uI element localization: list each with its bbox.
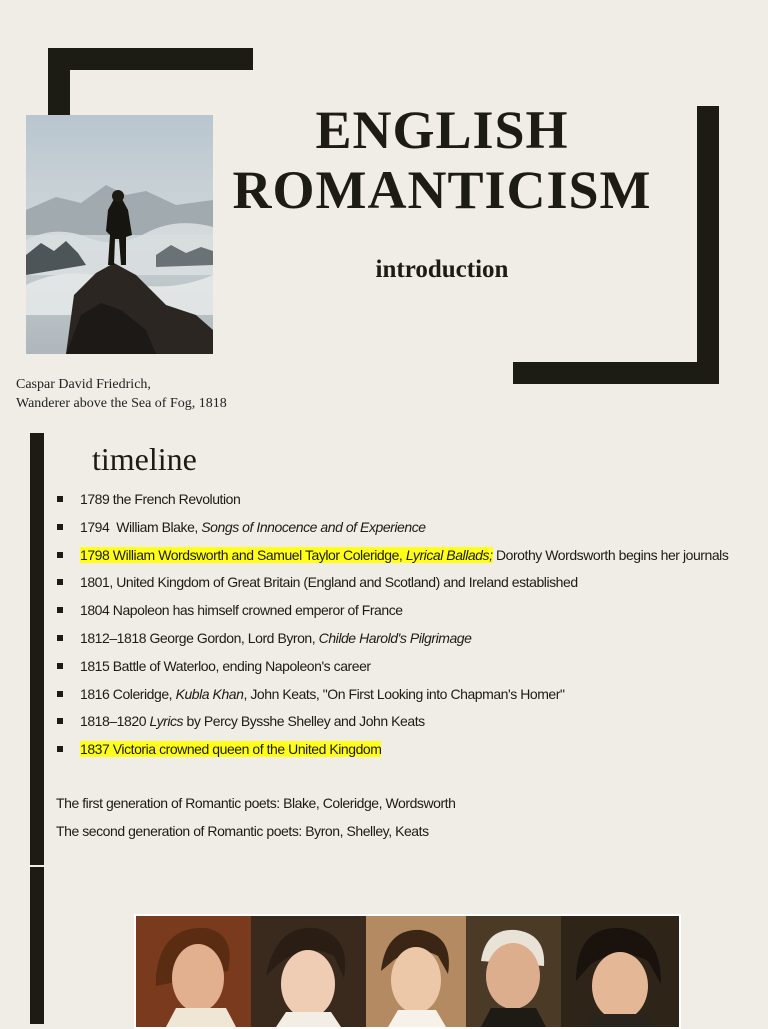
frame-bar-right — [697, 106, 719, 384]
title-line-2: ROMANTICISM — [232, 160, 652, 220]
second-generation-note: The second generation of Romantic poets: Byron, Shelley, Keats — [56, 823, 429, 839]
bullet-icon — [57, 718, 63, 724]
page-subtitle: introduction — [375, 256, 509, 283]
bullet-icon — [57, 663, 63, 669]
poet-portraits — [134, 914, 681, 1029]
timeline-heading: timeline — [92, 441, 197, 477]
timeline-item: 1804 Napoleon has himself crowned emperor of France — [56, 598, 761, 626]
bullet-icon — [57, 691, 63, 697]
portrait-blake — [481, 930, 546, 1027]
bullet-icon — [57, 579, 63, 585]
page-title — [222, 100, 662, 220]
timeline-item: 1816 Coleridge, Kubla Khan, John Keats, "On First Looking into Chapman's Homer" — [56, 682, 761, 710]
caption-title: Wanderer above the Sea of Fog, 1818 — [16, 396, 227, 411]
timeline-item-highlighted: 1837 Victoria crowned queen of the United Kingdom — [56, 737, 761, 765]
bullet-icon — [57, 524, 63, 530]
wanderer-painting — [26, 115, 213, 354]
timeline-item: 1815 Battle of Waterloo, ending Napoleon's career — [56, 654, 761, 682]
timeline-item: 1812–1818 George Gordon, Lord Byron, Childe Harold's Pilgrimage — [56, 626, 761, 654]
timeline-item: 1789 the French Revolution — [56, 487, 761, 515]
bullet-icon — [57, 552, 63, 558]
bullet-icon — [57, 746, 63, 752]
timeline-item: 1801, United Kingdom of Great Britain (England and Scotland) and Ireland established — [56, 570, 761, 598]
timeline-item-highlighted: 1798 William Wordsworth and Samuel Taylor Coleridge, Lyrical Ballads; Dorothy Wordsworth begins her journals — [56, 543, 761, 571]
timeline-item: 1818–1820 Lyrics by Percy Bysshe Shelley and John Keats — [56, 709, 761, 737]
frame-bar-bottom — [513, 362, 719, 384]
bullet-icon — [57, 607, 63, 613]
timeline-side-bar-lower — [30, 867, 44, 1024]
frame-bar-left — [48, 48, 70, 116]
frame-bar-top — [48, 48, 253, 70]
caption-artist: Caspar David Friedrich, — [16, 377, 151, 392]
timeline-list — [56, 487, 761, 765]
timeline-item: 1794 William Blake, Songs of Innocence and of Experience — [56, 515, 761, 543]
bullet-icon — [57, 635, 63, 641]
title-line-1: ENGLISH — [315, 100, 569, 160]
first-generation-note: The first generation of Romantic poets: Blake, Coleridge, Wordsworth — [56, 795, 456, 811]
painting-caption — [16, 375, 227, 413]
timeline-side-bar — [30, 433, 44, 865]
bullet-icon — [57, 496, 63, 502]
